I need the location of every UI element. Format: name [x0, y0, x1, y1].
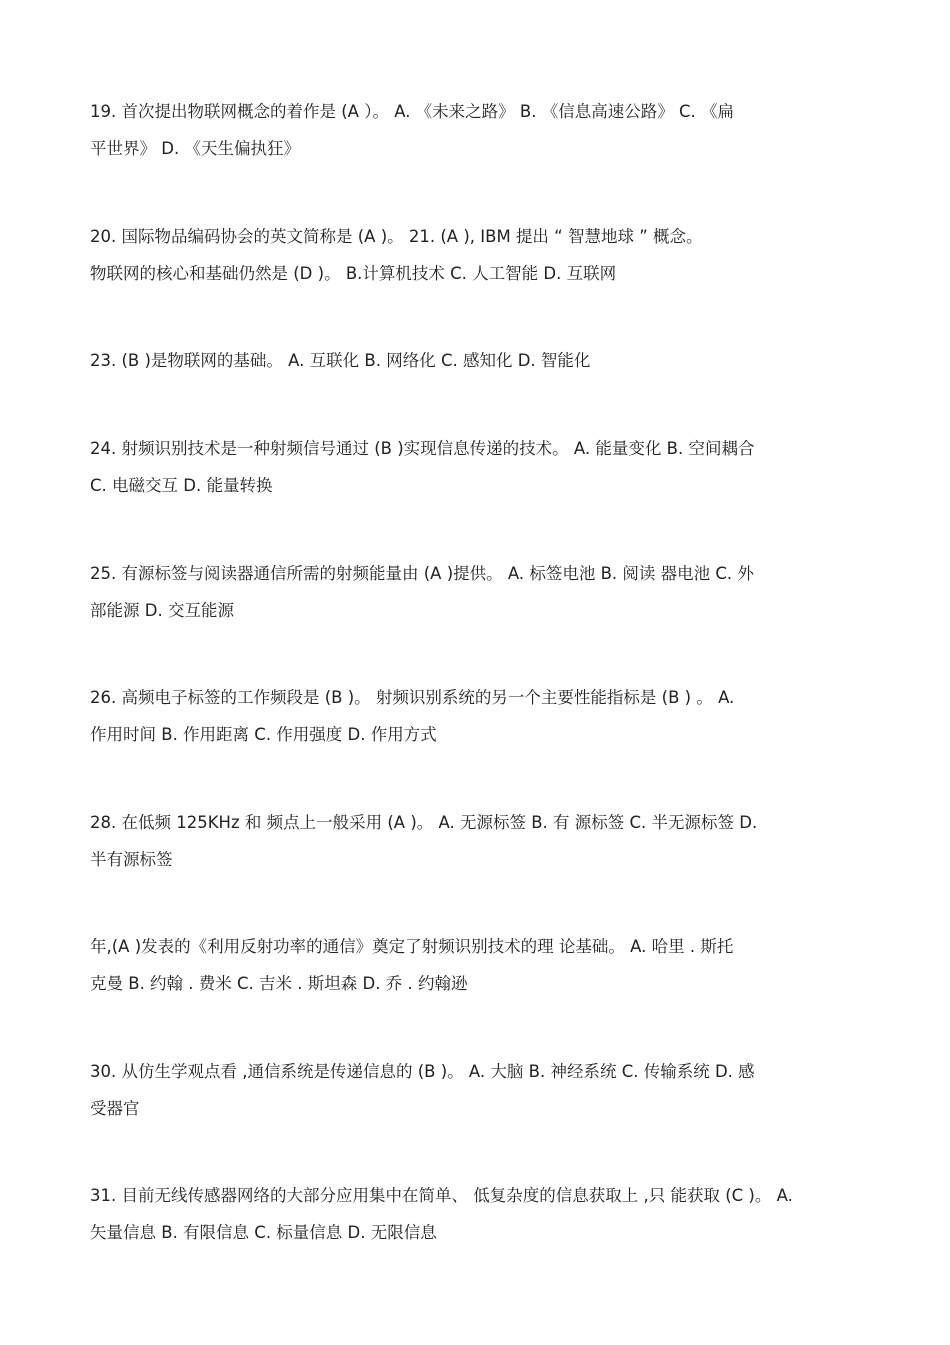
question-31	[90, 1177, 865, 1251]
question-line: 受器官	[90, 1099, 140, 1118]
question-line: 23. (B )是物联网的基础。 A. 互联化 B. 网络化 C. 感知化 D. 智能化	[90, 351, 591, 370]
question-line: 年,(A )发表的《利用反射功率的通信》奠定了射频识别技术的理 论基础。 A. 哈里 . 斯托	[90, 937, 734, 956]
question-29	[90, 928, 865, 1002]
question-line: 平世界》 D. 《天生偏执狂》	[90, 139, 300, 158]
question-26	[90, 679, 865, 753]
question-line: 半有源标签	[90, 850, 173, 869]
question-24	[90, 430, 865, 504]
question-28	[90, 804, 865, 878]
question-30	[90, 1053, 865, 1127]
question-line: 30. 从仿生学观点看 ,通信系统是传递信息的 (B )。 A. 大脑 B. 神经系统 C. 传输系统 D. 感	[90, 1062, 755, 1081]
question-line: 19. 首次提出物联网概念的着作是 (A ）。 A. 《未来之路》 B. 《信息高速公路》 C. 《扁	[90, 102, 734, 121]
question-line: C. 电磁交互 D. 能量转换	[90, 476, 273, 495]
question-23	[90, 342, 865, 379]
question-19	[90, 93, 865, 167]
question-line: 部能源 D. 交互能源	[90, 601, 234, 620]
question-25	[90, 555, 865, 629]
question-20	[90, 218, 865, 292]
question-line: 26. 高频电子标签的工作频段是 (B )。 射频识别系统的另一个主要性能指标是 (B ) 。 A.	[90, 688, 735, 707]
question-line: 25. 有源标签与阅读器通信所需的射频能量由 (A )提供。 A. 标签电池 B. 阅读 器电池 C. 外	[90, 564, 754, 583]
question-line: 作用时间 B. 作用距离 C. 作用强度 D. 作用方式	[90, 725, 437, 744]
question-line: 克曼 B. 约翰 . 费米 C. 吉米 . 斯坦森 D. 乔 . 约翰逊	[90, 974, 468, 993]
question-line: 31. 目前无线传感器网络的大部分应用集中在简单、 低复杂度的信息获取上 ,只 能获取 (C )。 A.	[90, 1186, 793, 1205]
question-line: 24. 射频识别技术是一种射频信号通过 (B )实现信息传递的技术。 A. 能量变化 B. 空间耦合	[90, 439, 755, 458]
question-line: 物联网的核心和基础仍然是 (D )。 B.计算机技术 C. 人工智能 D. 互联网	[90, 264, 617, 283]
question-line: 20. 国际物品编码协会的英文简称是 (A )。 21. (A ), IBM 提出 “ 智慧地球 ” 概念。	[90, 227, 703, 246]
question-line: 28. 在低频 125KHz 和 频点上一般采用 (A )。 A. 无源标签 B. 有 源标签 C. 半无源标签 D.	[90, 813, 758, 832]
question-line: 矢量信息 B. 有限信息 C. 标量信息 D. 无限信息	[90, 1223, 437, 1242]
